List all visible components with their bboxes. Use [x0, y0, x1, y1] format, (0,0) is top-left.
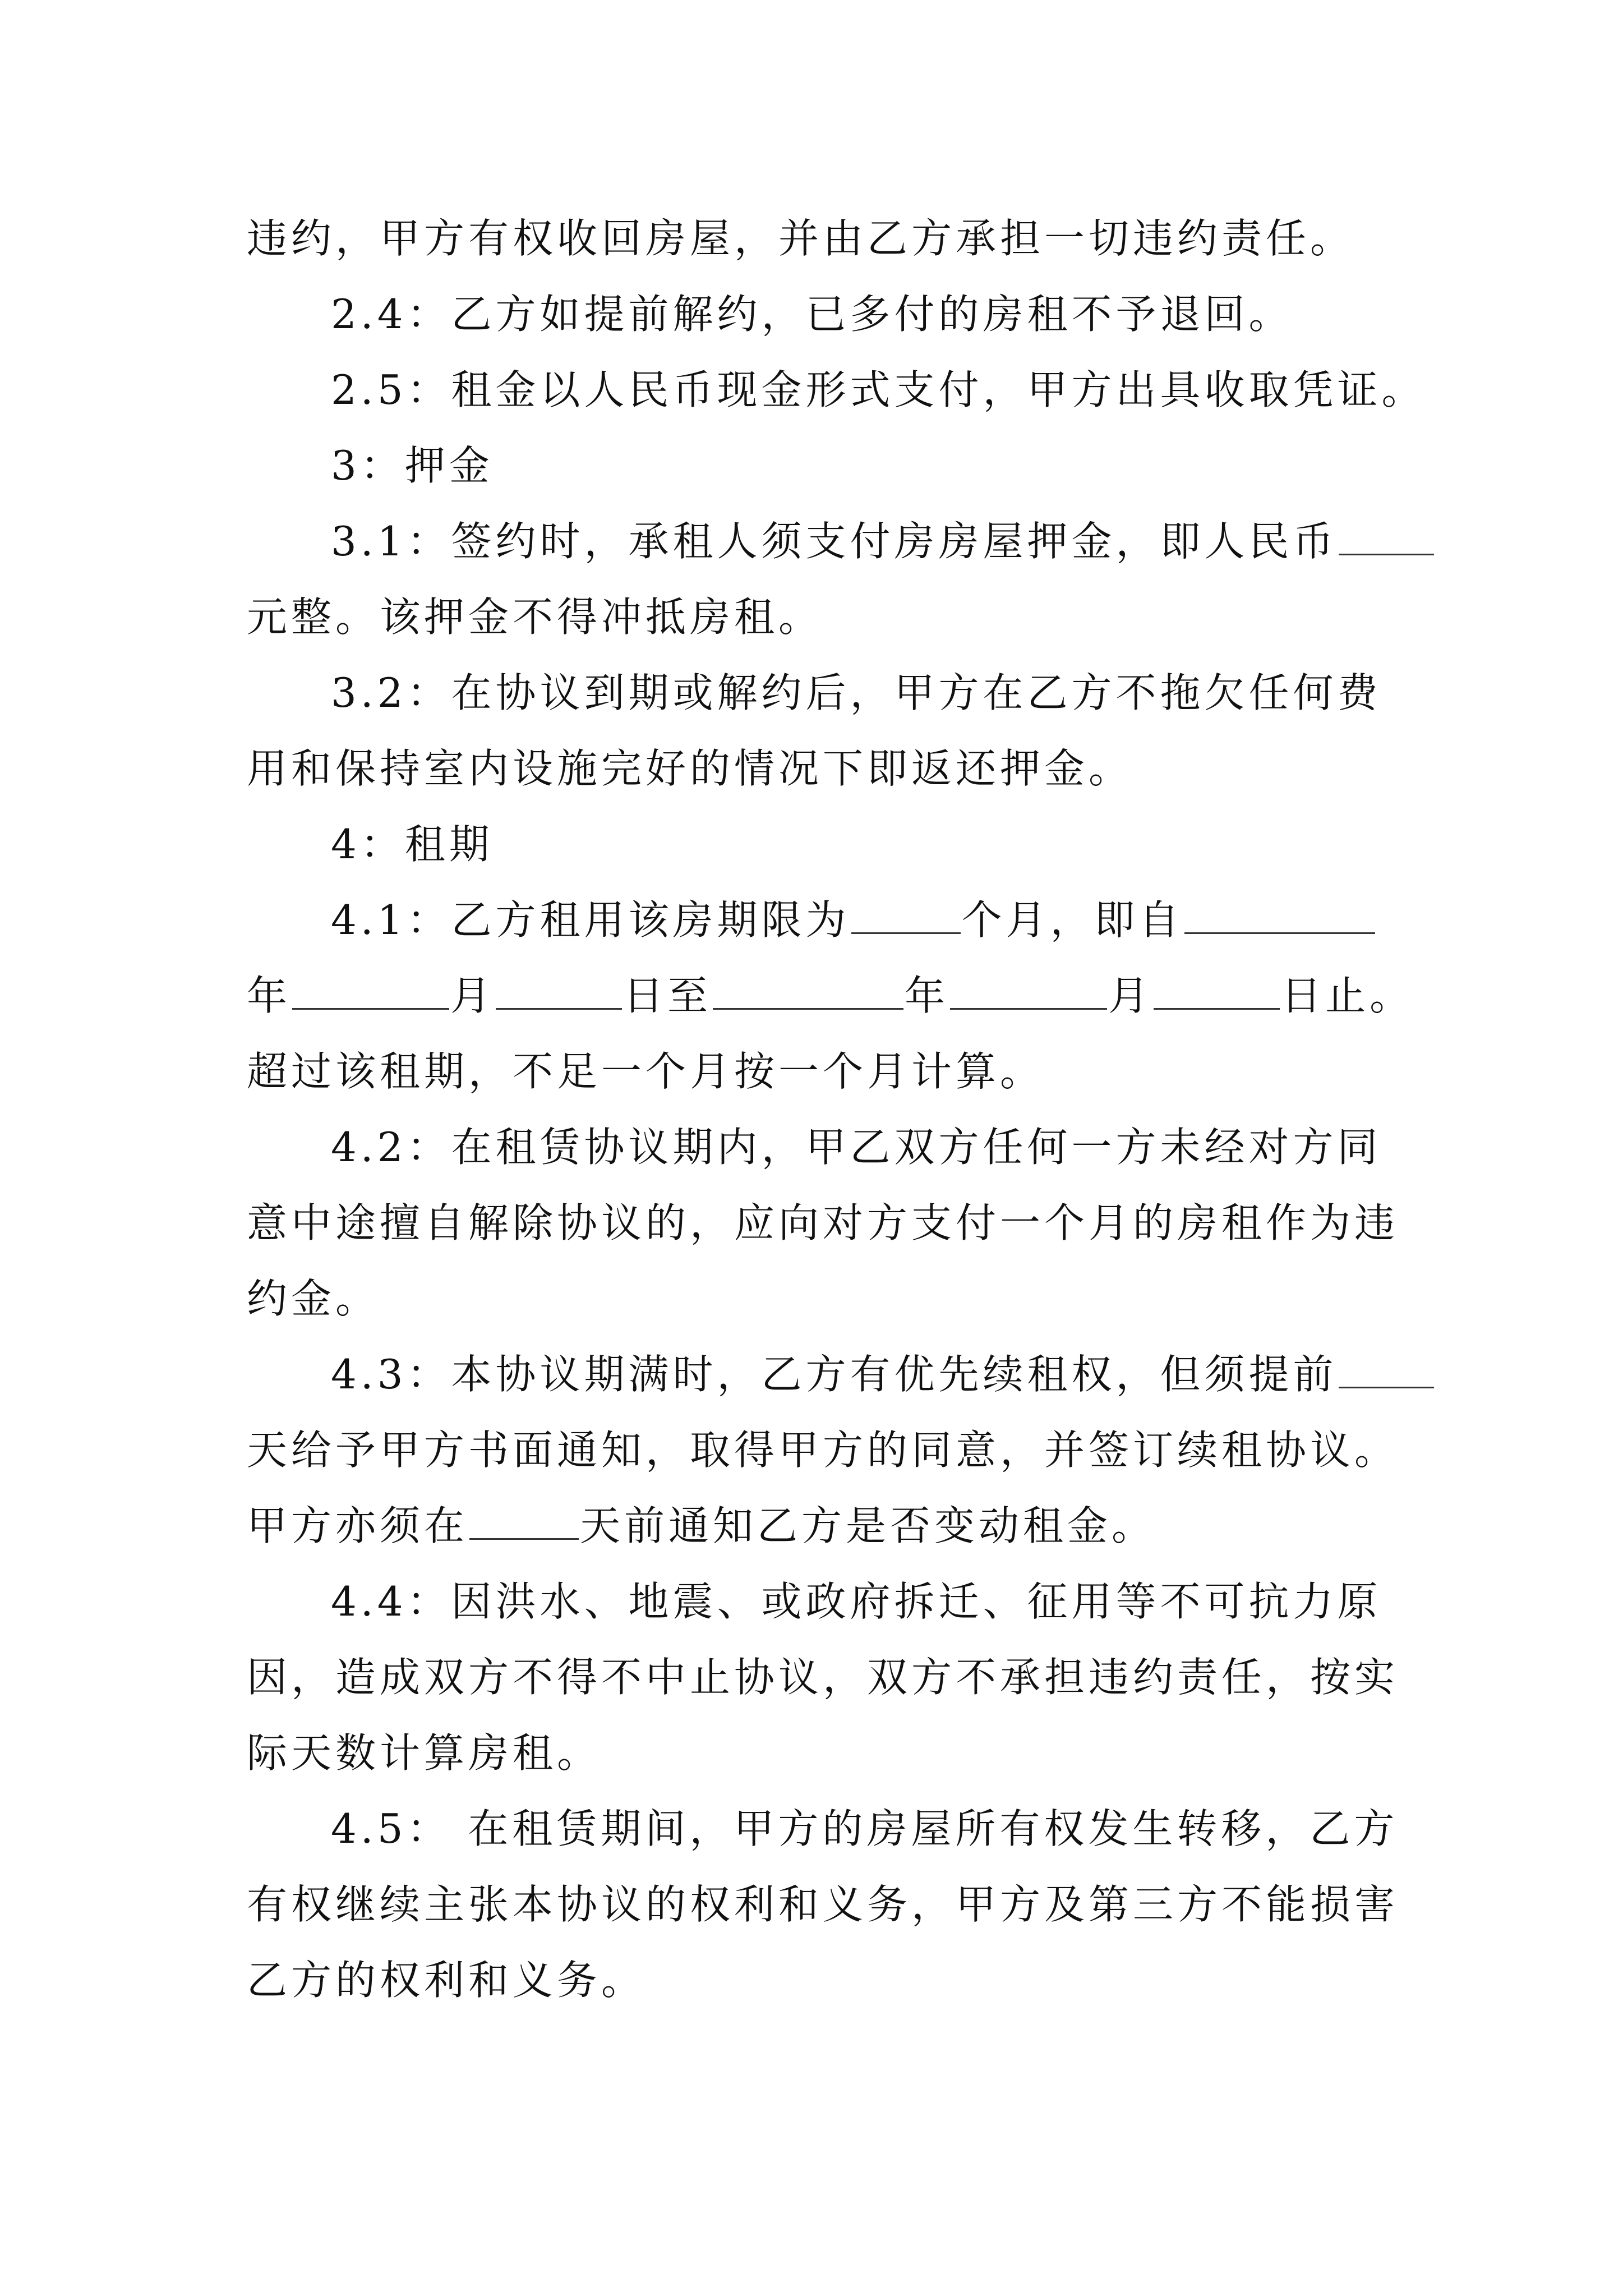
- text-run: 有权继续主张本协议的权利和义务，甲方及第三方不能损害: [247, 1881, 1399, 1928]
- text-run: 违约，甲方有权收回房屋，并由乙方承担一切违约责任。: [247, 215, 1355, 262]
- clause-3-2: [331, 668, 1382, 718]
- clause-4-2: [331, 1122, 1382, 1172]
- paragraph-line: [247, 1425, 1399, 1475]
- fill-in-blank: [1339, 1353, 1434, 1388]
- text-run: 4.2：在租赁协议期内，甲乙双方任何一方未经对方同: [331, 1124, 1382, 1171]
- text-run: 用和保持室内设施完好的情况下即返还押金。: [247, 745, 1133, 792]
- text-run: 约金。: [247, 1275, 380, 1322]
- text-run: 年: [905, 972, 949, 1019]
- paragraph-line: [247, 1955, 645, 2005]
- text-run: 3.2：在协议到期或解约后，甲方在乙方不拖欠任何费: [331, 669, 1382, 716]
- text-run: 4.1：乙方租用该房期限为: [331, 896, 850, 944]
- paragraph-line: [247, 1652, 1399, 1703]
- paragraph-line: [247, 743, 1133, 794]
- text-run: 月: [450, 972, 495, 1019]
- text-run: 4：租期: [331, 821, 494, 868]
- date-range-line: [247, 970, 1414, 1021]
- text-run: 月: [1108, 972, 1153, 1019]
- fill-in-blank: [1154, 974, 1280, 1010]
- text-run: 3.1：签约时，承租人须支付房房屋押金，即人民币: [331, 518, 1338, 565]
- clause-2-4: [331, 289, 1293, 339]
- fill-in-blank: [713, 974, 903, 1010]
- text-run: 天前通知乙方是否变动租金。: [580, 1502, 1156, 1549]
- text-run: 元整。该押金不得冲抵房租。: [247, 593, 823, 641]
- text-run: 3：押金: [331, 442, 494, 489]
- text-run: 际天数计算房租。: [247, 1729, 602, 1777]
- paragraph-line: [247, 213, 1354, 264]
- text-run: 4.4：因洪水、地震、或政府拆迁、征用等不可抗力原: [331, 1578, 1382, 1625]
- fill-in-blank: [1339, 520, 1434, 555]
- text-run: 4.3：本协议期满时，乙方有优先续租权，但须提前: [331, 1351, 1338, 1398]
- text-run: 日止。: [1281, 972, 1414, 1019]
- text-run: 个月，即自: [961, 896, 1183, 944]
- fill-in-blank: [469, 1504, 579, 1540]
- text-run: 2.4：乙方如提前解约，已多付的房租不予退回。: [331, 291, 1293, 338]
- clause-3-1: [331, 516, 1435, 567]
- paragraph-line: [247, 592, 823, 642]
- clause-4-4: [331, 1576, 1382, 1627]
- fill-in-blank: [950, 974, 1107, 1010]
- text-run: 意中途擅自解除协议的，应向对方支付一个月的房租作为违: [247, 1199, 1399, 1246]
- text-run: 甲方亦须在: [247, 1502, 469, 1549]
- clause-2-5: [331, 365, 1426, 415]
- text-run: 因，造成双方不得不中止协议，双方不承担违约责任，按实: [247, 1654, 1399, 1701]
- text-run: 2.5：租金以人民币现金形式支付，甲方出具收取凭证。: [331, 366, 1426, 413]
- paragraph-line: [247, 1728, 601, 1778]
- text-run: 日至: [623, 972, 712, 1019]
- text-run: 超过该租期，不足一个月按一个月计算。: [247, 1048, 1045, 1095]
- paragraph-line: [247, 1198, 1399, 1248]
- clause-4-5: [331, 1803, 1398, 1854]
- clause-4-3: [331, 1349, 1435, 1400]
- paragraph-line: [247, 1046, 1044, 1097]
- fill-in-blank: [851, 899, 961, 934]
- text-run: 天给予甲方书面通知，取得甲方的同意，并签订续租协议。: [247, 1427, 1399, 1474]
- text-run: 4.5： 在租赁期间，甲方的房屋所有权发生转移，乙方: [331, 1805, 1399, 1852]
- paragraph-line: [247, 1879, 1399, 1930]
- fill-in-blank: [292, 974, 449, 1010]
- fill-in-blank: [1184, 899, 1375, 934]
- section-heading-deposit: [331, 440, 494, 491]
- paragraph-line: [247, 1501, 1156, 1551]
- text-run: 乙方的权利和义务。: [247, 1957, 646, 2004]
- clause-4-1: [331, 895, 1376, 945]
- text-run: 年: [247, 972, 292, 1019]
- paragraph-line: [247, 1273, 380, 1324]
- fill-in-blank: [496, 974, 622, 1010]
- section-heading-term: [331, 819, 494, 869]
